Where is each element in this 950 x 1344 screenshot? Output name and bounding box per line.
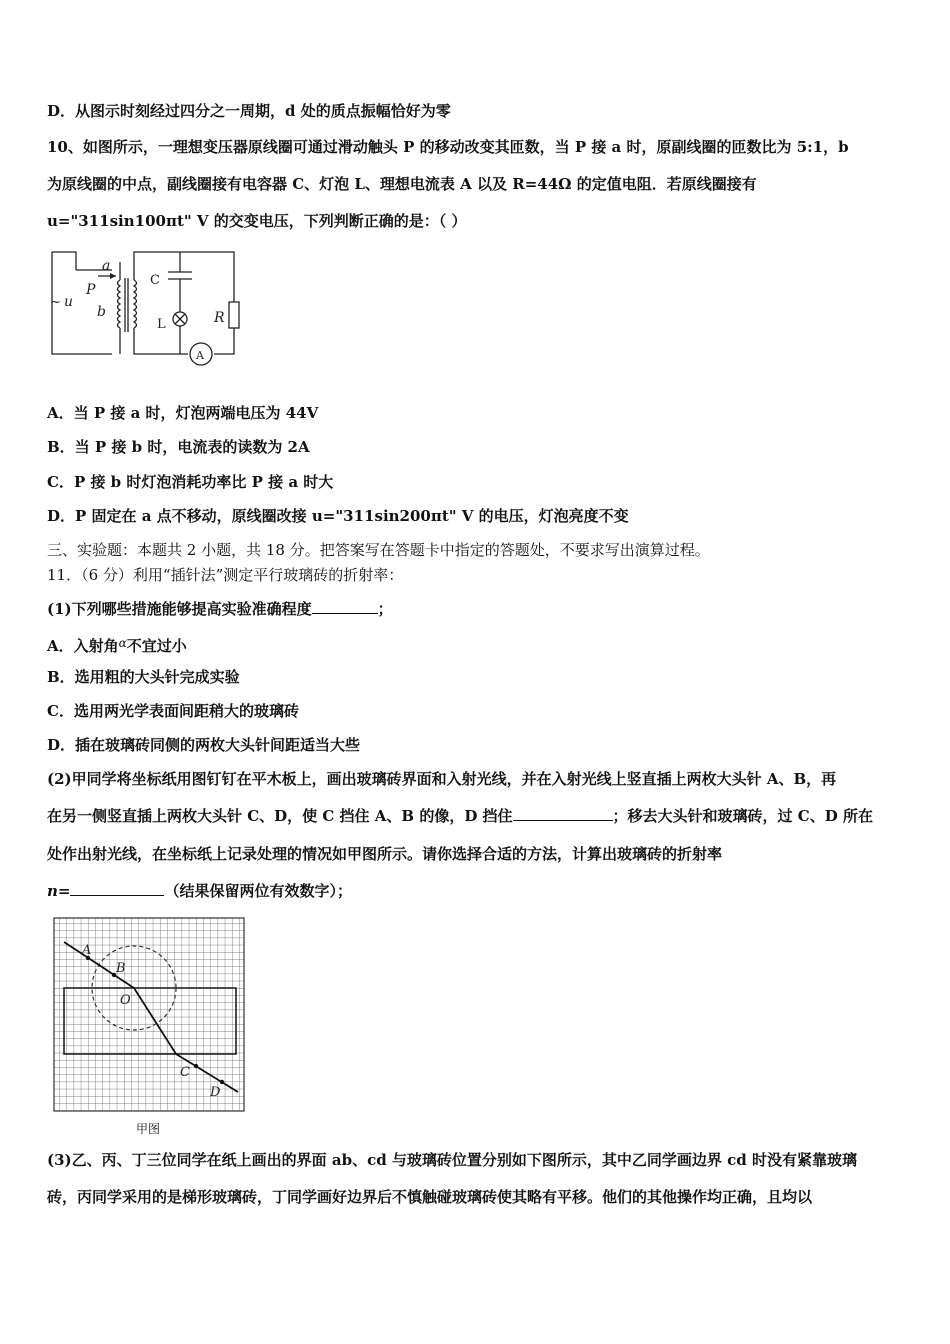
- circuit-label-p: P: [86, 282, 96, 298]
- section3-heading: 三、实验题：本题共 2 小题，共 18 分。把答案写在答题卡中指定的答题处，不要求写出演算过程。: [47, 541, 710, 559]
- fig-label-c: C: [180, 1065, 190, 1080]
- fig-label-o: O: [120, 993, 131, 1008]
- q10-stem-line1: 10、如图所示，一理想变压器原线圈可通过滑动触头 P 的移动改变其匝数，当 P 接 a 时，原副线圈的匝数比为 5:1，b: [47, 138, 849, 156]
- q11-part1-text: (1)下列哪些措施能够提高实验准确程度: [47, 600, 312, 618]
- answer-blank-3[interactable]: [70, 881, 164, 896]
- q11-option-d: D．插在玻璃砖同侧的两枚大头针间距适当大些: [47, 736, 361, 754]
- q11-part2-line2-a: 在另一侧竖直插上两枚大头针 C、D，使 C 挡住 A、B 的像，D 挡住: [47, 807, 513, 825]
- q11-option-b: B．选用粗的大头针完成实验: [47, 668, 240, 686]
- q10-option-b: B．当 P 接 b 时，电流表的读数为 2A: [47, 438, 310, 456]
- circuit-label-l: L: [157, 317, 166, 332]
- q10-stem-line2: 为原线圈的中点，副线圈接有电容器 C、灯泡 L、理想电流表 A 以及 R=44Ω 的定值电阻．若原线圈接有: [47, 175, 757, 193]
- q11-option-a-post: 不宜过小: [126, 637, 187, 655]
- fig-label-a: A: [82, 943, 92, 958]
- q9-option-d: D．从图示时刻经过四分之一周期，d 处的质点振幅恰好为零: [47, 102, 451, 120]
- q10-option-c: C．P 接 b 时灯泡消耗功率比 P 接 a 时大: [47, 473, 334, 491]
- q11-part2-line3: 处作出射光线，在坐标纸上记录处理的情况如甲图所示。请你选择合适的方法，计算出玻璃砖的折射率: [47, 845, 723, 863]
- ac-source-icon: ~: [50, 295, 61, 310]
- circuit-label-r: R: [214, 310, 225, 326]
- circuit-label-u: u: [64, 294, 74, 310]
- ammeter-icon: A: [196, 349, 204, 362]
- circuit-label-c: C: [150, 273, 160, 288]
- q11-part2-line1: (2)甲同学将坐标纸用图钉钉在平木板上，画出玻璃砖界面和入射光线，并在入射光线上竖直插上两枚大头针 A、B，再: [47, 770, 837, 788]
- q11-part2-line2: [47, 806, 873, 826]
- refraction-grid-figure: [52, 916, 248, 1116]
- figure-caption: 甲图: [136, 1122, 161, 1136]
- q11-option-a: [47, 633, 187, 656]
- alpha-symbol: α: [118, 636, 127, 650]
- q11-part3-line1: (3)乙、丙、丁三位同学在纸上画出的界面 ab、cd 与玻璃砖位置分别如下图所示，其中乙同学画边界 cd 时没有紧靠玻璃: [47, 1151, 857, 1169]
- transformer-circuit-diagram: [44, 242, 244, 366]
- q10-stem-line3: u="311sin100πt" V 的交变电压，下列判断正确的是：（ ）: [47, 212, 467, 230]
- q11-part2-n: n=: [47, 882, 71, 900]
- circuit-label-a: a: [102, 258, 111, 274]
- answer-blank-2[interactable]: [513, 806, 613, 821]
- circuit-label-b: b: [97, 304, 106, 320]
- q11-part1: [47, 599, 393, 619]
- q11-part2-line4: [47, 881, 352, 901]
- fig-label-d: D: [210, 1085, 221, 1100]
- q11-part3-line2: 砖，丙同学采用的是梯形玻璃砖，丁同学画好边界后不慎触碰玻璃砖使其略有平移。他们的其他操作均正确，且均以: [47, 1188, 813, 1206]
- q11-part1-end: ；: [377, 600, 393, 618]
- q11-part2-line4-b: （结果保留两位有效数字）；: [164, 882, 352, 900]
- q10-option-d: D．P 固定在 a 点不移动，原线圈改接 u="311sin200πt" V 的电压，灯泡亮度不变: [47, 507, 629, 525]
- fig-label-b: B: [116, 961, 126, 976]
- q11-stem: 11．（6 分）利用“插针法”测定平行玻璃砖的折射率：: [47, 566, 404, 584]
- q11-option-c: C．选用两光学表面间距稍大的玻璃砖: [47, 702, 299, 720]
- q11-part2-line2-b: ；移去大头针和玻璃砖，过 C、D 所在: [612, 807, 873, 825]
- answer-blank-1[interactable]: [312, 599, 378, 614]
- q11-option-a-pre: A．入射角: [47, 637, 119, 655]
- q10-option-a: A．当 P 接 a 时，灯泡两端电压为 44V: [47, 404, 319, 422]
